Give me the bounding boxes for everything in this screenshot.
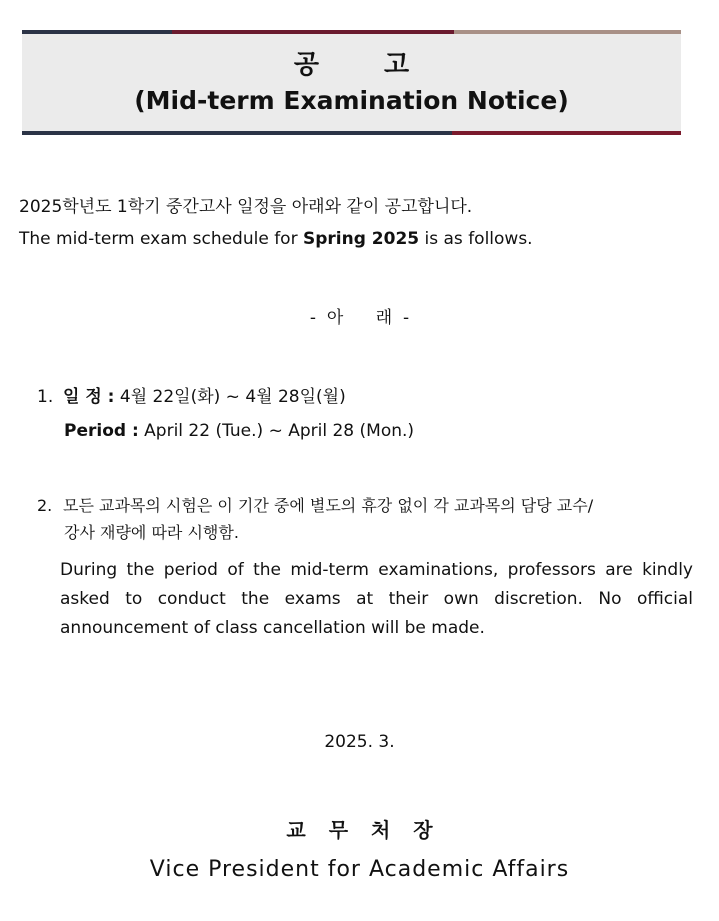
policy-text-korean-line1: 모든 교과목의 시험은 이 기간 중에 별도의 휴강 없이 각 교과목의 담당 교수/ <box>63 496 594 515</box>
notice-title-english: (Mid-term Examination Notice) <box>134 86 569 115</box>
section-marker: - 아 래 - <box>309 308 410 328</box>
intro-english: The mid-term exam schedule for Spring 2025 is as follows. <box>19 229 533 249</box>
period-value-korean: 4월 22일(화) ~ 4월 28일(월) <box>119 387 346 407</box>
period-label-english: Period : <box>64 421 139 441</box>
signature-korean: 교 무 처 장 <box>286 818 441 842</box>
item-number: 2. <box>37 496 53 515</box>
header-top-border <box>22 30 681 34</box>
semester-highlight: Spring 2025 <box>302 229 420 249</box>
policy-text-korean-line2: 강사 재량에 따라 시행함. <box>64 523 239 542</box>
header-bottom-border <box>22 131 681 135</box>
item-policy-korean <box>37 491 697 520</box>
item-period-korean <box>37 382 346 407</box>
notice-title-korean: 공 고 <box>293 50 438 80</box>
period-value-english: April 22 (Tue.) ~ April 28 (Mon.) <box>144 421 415 441</box>
intro-korean: 2025학년도 1학기 중간고사 일정을 아래와 같이 공고합니다. <box>19 197 473 217</box>
item-period-english <box>64 421 414 441</box>
signature-english: Vice President for Academic Affairs <box>149 857 570 882</box>
period-label-korean: 일 정 : <box>63 387 115 407</box>
notice-date: 2025. 3. <box>324 732 395 752</box>
policy-text-english: During the period of the mid-term examinations, professors are kindly asked to conduct the exams at their own discretion. No official announcement of class cancellation will be made. <box>60 560 693 638</box>
item-number: 1. <box>37 387 54 407</box>
